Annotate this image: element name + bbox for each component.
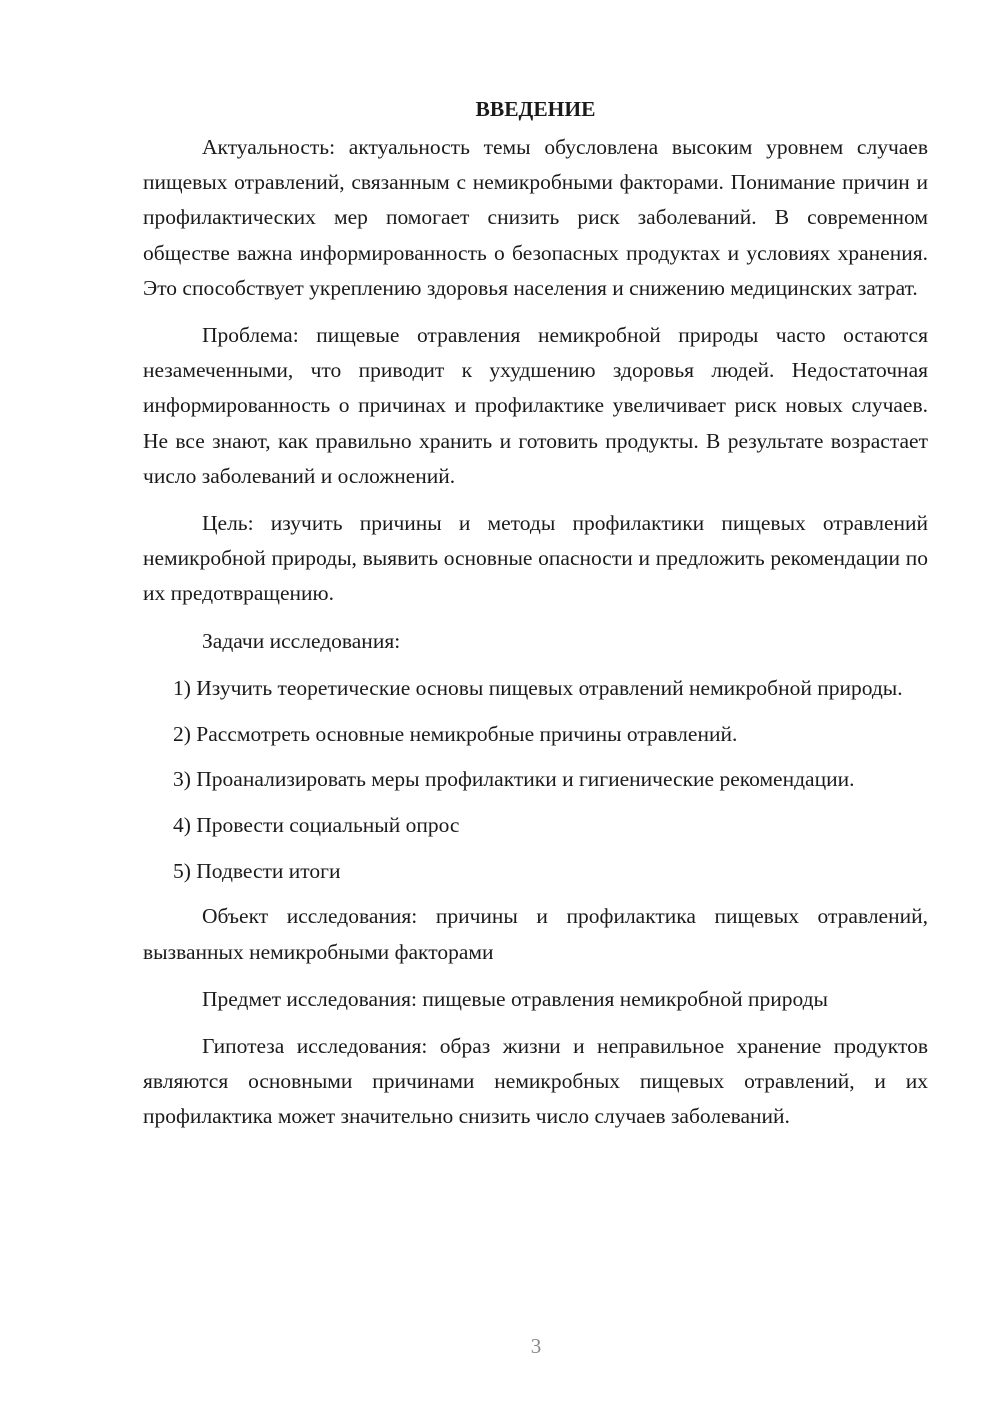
- problem-paragraph: Проблема: пищевые отравления немикробной природы часто остаются незамеченными, что приводит к ухудшению здоровья людей. Недостаточная информированность о причинах и профилактике увеличивает риск новых случаев. Не все знают, как правильно хранить и готовить продукты. В результате возрастает число заболеваний и осложнений.: [143, 323, 928, 488]
- task-item-1: 1) Изучить теоретические основы пищевых отравлений немикробной природы.: [173, 675, 903, 700]
- subject-paragraph: Предмет исследования: пищевые отравления немикробной природы: [202, 986, 828, 1011]
- tasks-heading: Задачи исследования:: [202, 628, 401, 653]
- hypothesis-paragraph: Гипотеза исследования: образ жизни и неправильное хранение продуктов являются основными причинами немикробных пищевых отравлений, и их профилактика может значительно снизить число случаев заболеваний.: [143, 1033, 928, 1129]
- section-title: ВВЕДЕНИЕ: [475, 97, 596, 121]
- relevance-paragraph: Актуальность: актуальность темы обусловлена высоким уровнем случаев пищевых отравлений, связанным с немикробными факторами. Понимание причин и профилактических мер помогает снизить риск заболеваний. В современном обществе важна информированность о безопасных продуктах и условиях хранения. Это способствует укреплению здоровья населения и снижению медицинских затрат.: [143, 135, 928, 300]
- task-item-3: 3) Проанализировать меры профилактики и гигиенические рекомендации.: [173, 767, 855, 792]
- object-paragraph: Объект исследования: причины и профилактика пищевых отравлений, вызванных немикробными факторами: [143, 904, 928, 964]
- task-item-4: 4) Провести социальный опрос: [173, 812, 460, 837]
- page-body: [143, 92, 928, 1147]
- task-item-2: 2) Рассмотреть основные немикробные причины отравлений.: [173, 721, 738, 746]
- task-item-5: 5) Подвести итоги: [173, 858, 341, 883]
- page-number: 3: [530, 1334, 542, 1358]
- goal-paragraph: Цель: изучить причины и методы профилактики пищевых отравлений немикробной природы, выявить основные опасности и предложить рекомендации по их предотвращению.: [143, 511, 928, 606]
